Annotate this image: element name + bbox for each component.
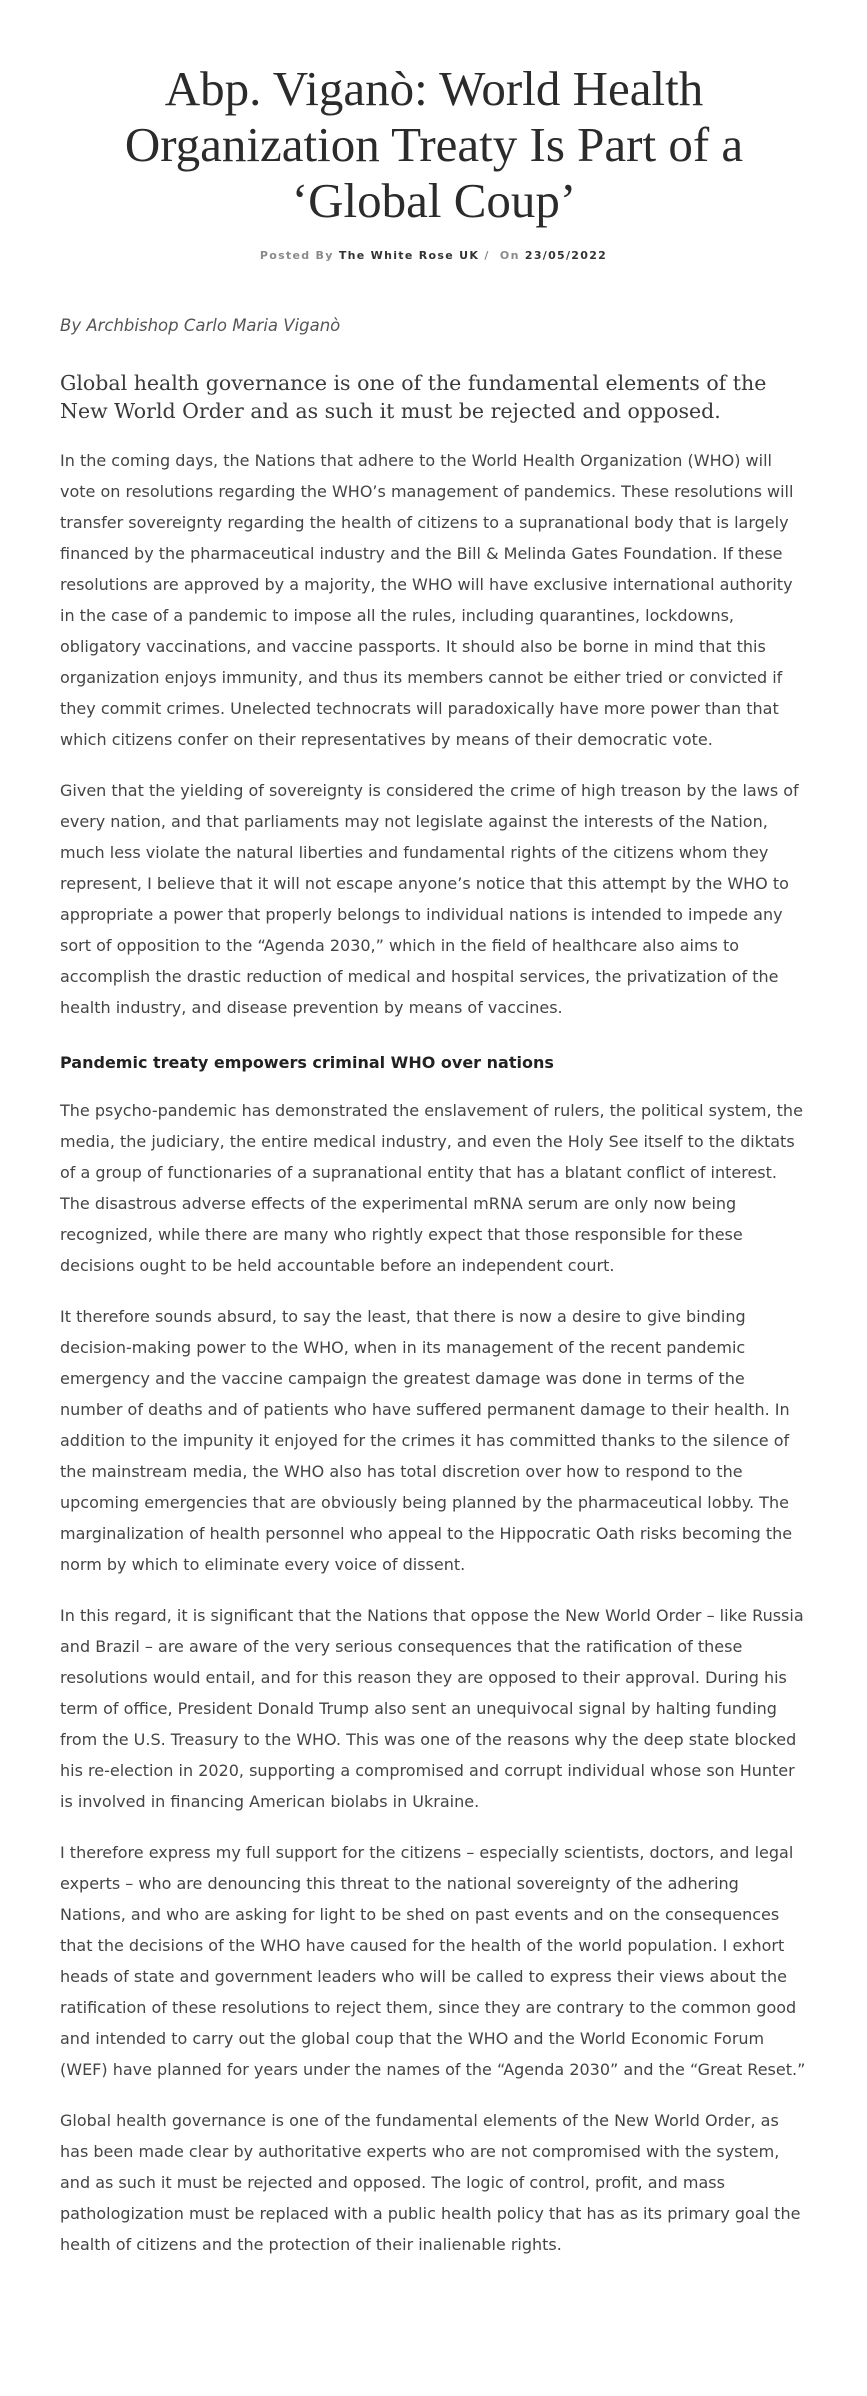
section-subheading: Pandemic treaty empowers criminal WHO over nations [60, 1053, 554, 1072]
author-link[interactable]: The White Rose UK [338, 249, 480, 262]
posted-by-label: Posted By [259, 249, 334, 262]
post-meta [60, 249, 807, 262]
body-paragraph: Global health governance is one of the fundamental elements of the New World Order, as has been made clear by authoritative experts who are not compromised with the system, and as such it must be rejected and opposed. The logic of control, profit, and mass pathologization must be replaced with a public health policy that has as its primary goal the health of citizens and the protection of their inalienable rights. [60, 2111, 801, 2254]
meta-separator: / [484, 249, 490, 262]
body-paragraph: The psycho-pandemic has demonstrated the enslavement of rulers, the political system, the media, the judiciary, the entire medical industry, and even the Holy See itself to the diktats of a group of functionaries of a supranational entity that has a blatant conflict of interest. The disastrous adverse effects of the experimental mRNA serum are only now being recognized, while there are many who rightly expect that those responsible for these decisions ought to be held accountable before an independent court. [60, 1101, 803, 1275]
body-paragraph: I therefore express my full support for the citizens – especially scientists, doctors, and legal experts – who are denouncing this threat to the national sovereignty of the adhering Nations, and who are asking for light to be shed on past events and on the consequences that the decisions of the WHO have caused for the health of the world population. I exhort heads of state and government leaders who will be called to express their views about the ratification of these resolutions to reject them, since they are contrary to the common good and intended to carry out the global coup that the WHO and the World Economic Forum (WEF) have planned for years under the names of the “Agenda 2030” and the “Great Reset.” [60, 1843, 806, 2079]
lead-paragraph: Global health governance is one of the fundamental elements of the New World Order and as such it must be rejected and opposed. [60, 371, 767, 423]
post-date: 23/05/2022 [524, 249, 608, 262]
on-label: On [499, 249, 520, 262]
byline: By Archbishop Carlo Maria Viganò [60, 316, 341, 335]
body-paragraph: In this regard, it is significant that the Nations that oppose the New World Order – like Russia and Brazil – are aware of the very serious consequences that the ratification of these resolutions would entail, and for this reason they are opposed to their approval. During his term of office, President Donald Trump also sent an unequivocal signal by halting funding from the U.S. Treasury to the WHO. This was one of the reasons why the deep state blocked his re-election in 2020, supporting a compromised and corrupt individual whose son Hunter is involved in financing American biolabs in Ukraine. [60, 1606, 804, 1811]
article [60, 0, 807, 2260]
article-title: Abp. Viganò: World Health Organization Treaty Is Part of a ‘Global Coup’ [124, 61, 744, 228]
body-paragraph: Given that the yielding of sovereignty is considered the crime of high treason by the laws of every nation, and that parliaments may not legislate against the interests of the Nation, much less violate the natural liberties and fundamental rights of the citizens whom they represent, I believe that it will not escape anyone’s notice that this attempt by the WHO to appropriate a power that properly belongs to individual nations is intended to impede any sort of opposition to the “Agenda 2030,” which in the field of healthcare also aims to accomplish the drastic reduction of medical and hospital services, the privatization of the health industry, and disease prevention by means of vaccines. [60, 781, 799, 1017]
body-paragraph: In the coming days, the Nations that adhere to the World Health Organization (WHO) will vote on resolutions regarding the WHO’s management of pandemics. These resolutions will transfer sovereignty regarding the health of citizens to a supranational body that is largely financed by the pharmaceutical industry and the Bill & Melinda Gates Foundation. If these resolutions are approved by a majority, the WHO will have exclusive international authority in the case of a pandemic to impose all the rules, including quarantines, lockdowns, obligatory vaccinations, and vaccine passports. It should also be borne in mind that this organization enjoys immunity, and thus its members cannot be either tried or convicted if they commit crimes. Unelected technocrats will paradoxically have more power than that which citizens confer on their representatives by means of their democratic vote. [60, 451, 794, 749]
body-paragraph: It therefore sounds absurd, to say the least, that there is now a desire to give binding decision-making power to the WHO, when in its management of the recent pandemic emergency and the vaccine campaign the greatest damage was done in terms of the number of deaths and of patients who have suffered permanent damage to their health. In addition to the impunity it enjoyed for the crimes it has committed thanks to the silence of the mainstream media, the WHO also has total discretion over how to respond to the upcoming emergencies that are obviously being planned by the pharmaceutical lobby. The marginalization of health personnel who appeal to the Hippocratic Oath risks becoming the norm by which to eliminate every voice of dissent. [60, 1307, 793, 1574]
